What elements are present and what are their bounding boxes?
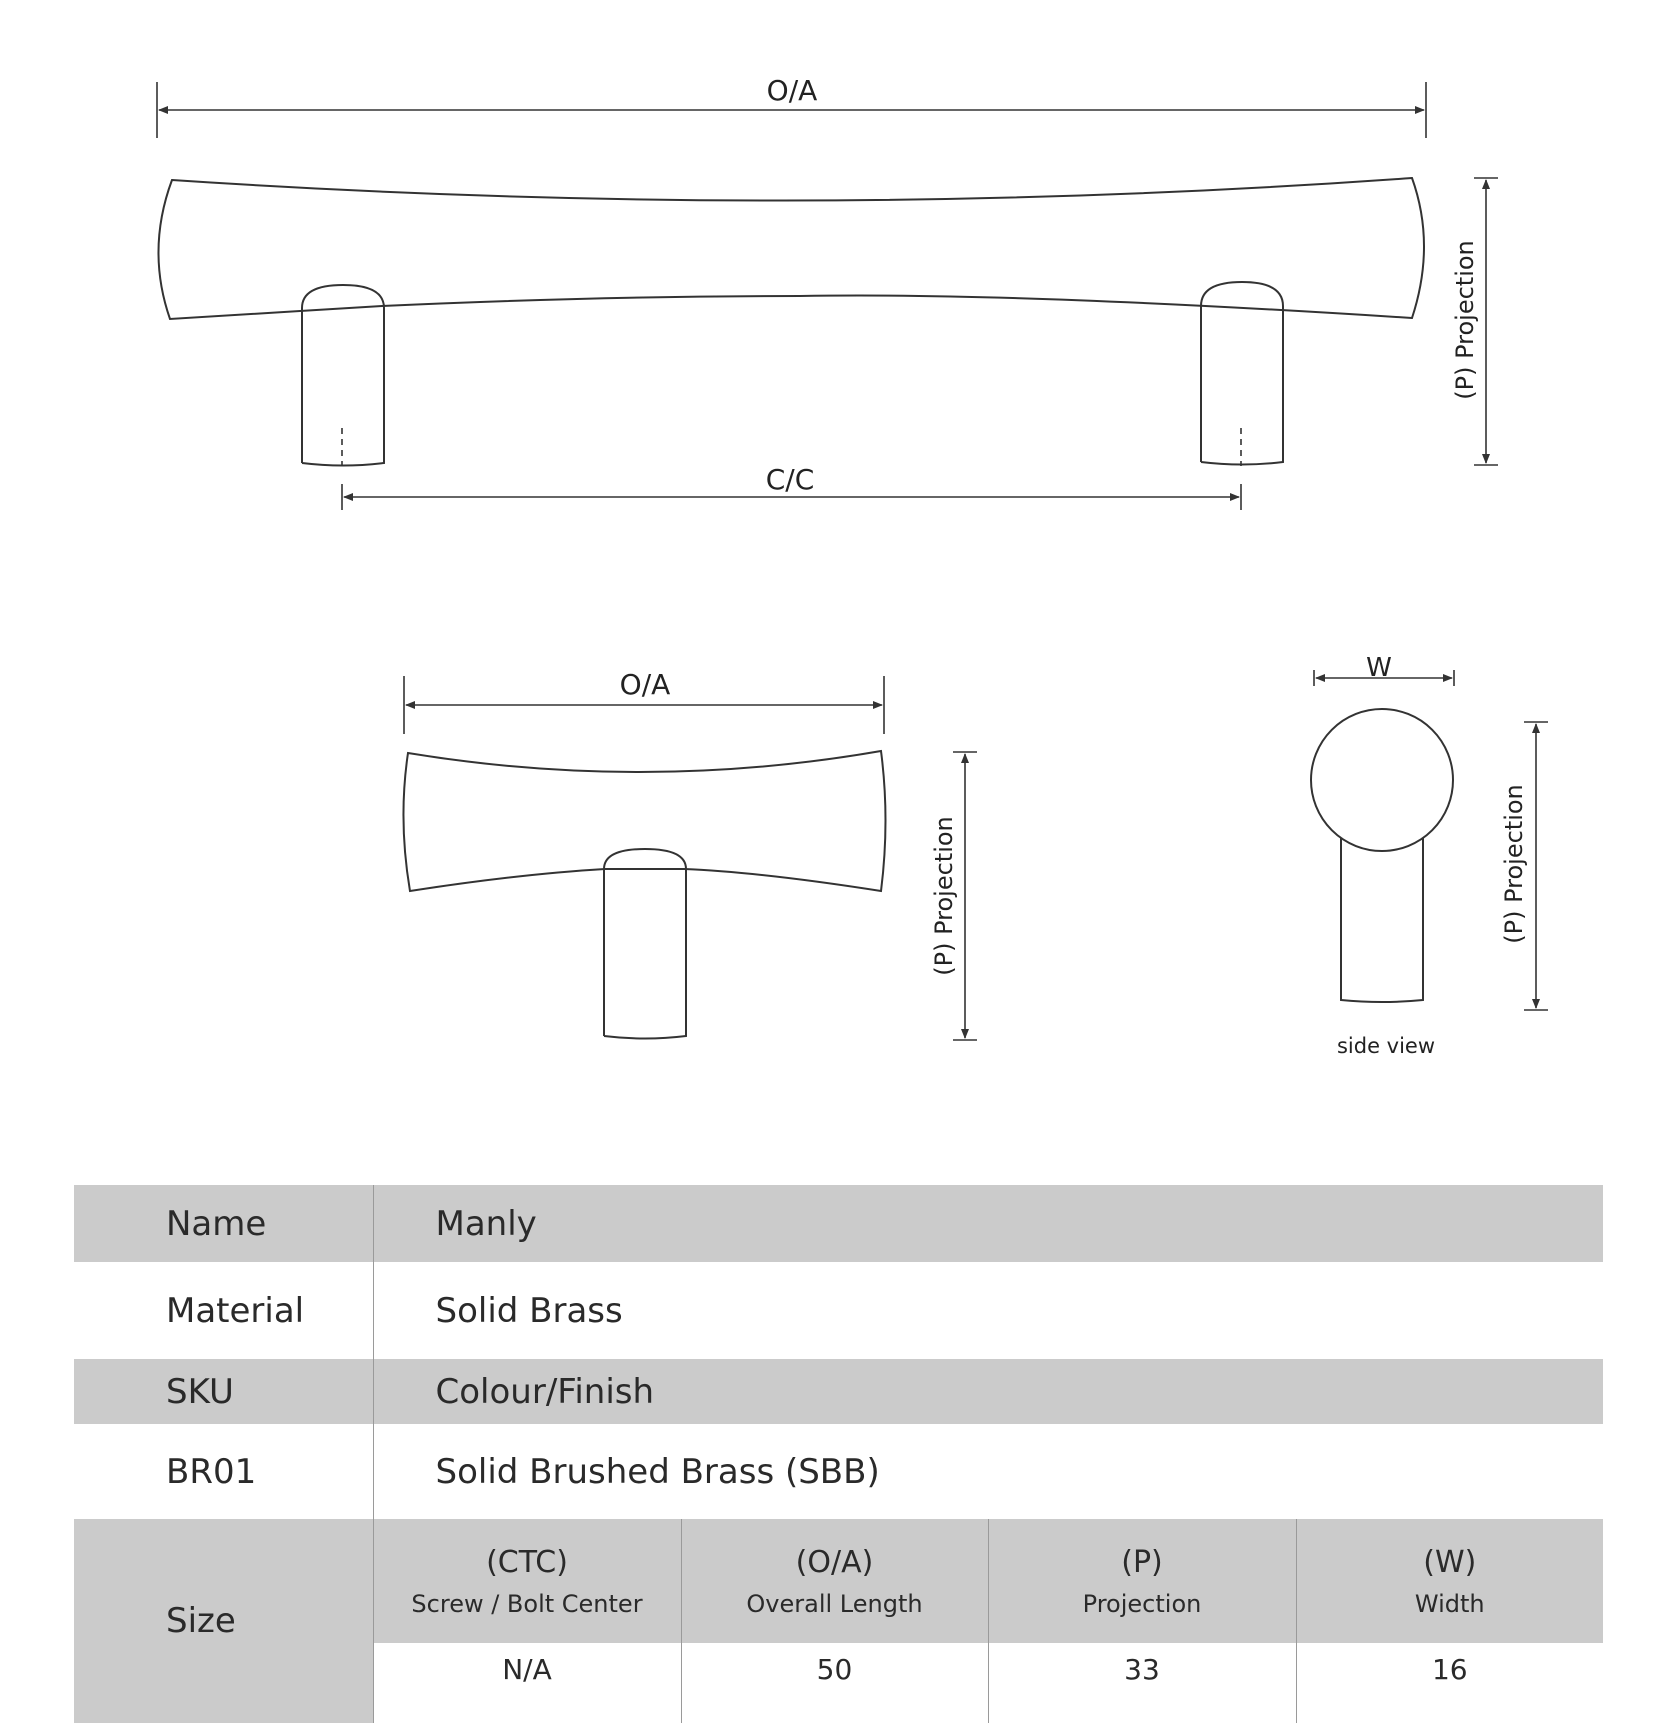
size-label: Size [74, 1519, 373, 1723]
size-value-w: 16 [1296, 1643, 1603, 1723]
knob-front-view [403, 668, 977, 1040]
spec-row-sku-header [74, 1359, 1603, 1424]
spec-row-material [74, 1262, 1603, 1359]
side-view-caption: side view [1336, 1034, 1436, 1058]
spec-row-name [74, 1185, 1603, 1262]
handle-post-left [302, 285, 384, 466]
knob-side-view [1311, 653, 1548, 1058]
size-value-oa: 50 [681, 1643, 988, 1723]
size-col-code: (P) [1121, 1544, 1163, 1580]
name-label: Name [74, 1185, 373, 1262]
knob-post [604, 849, 686, 1039]
size-col-code: (O/A) [795, 1544, 874, 1580]
knob-oa-label: O/A [619, 668, 671, 701]
material-label: Material [74, 1262, 373, 1359]
size-col-w [1296, 1519, 1603, 1643]
size-col-code: (W) [1423, 1544, 1477, 1580]
oa-label: O/A [766, 74, 818, 107]
handle-bar [158, 178, 1424, 319]
projection-label: (P) Projection [1451, 240, 1479, 400]
size-col-p [988, 1519, 1296, 1643]
spec-row-sku-value [74, 1424, 1603, 1519]
size-col-oa [681, 1519, 988, 1643]
size-col-desc: Overall Length [746, 1589, 923, 1618]
side-projection-label: (P) Projection [1500, 784, 1528, 944]
name-value: Manly [373, 1185, 1603, 1262]
size-col-ctc [373, 1519, 681, 1643]
pull-handle-front-view [157, 74, 1498, 510]
side-knob-head [1311, 709, 1453, 851]
spec-row-size-header [74, 1519, 1603, 1643]
knob-head [403, 751, 885, 891]
size-col-desc: Screw / Bolt Center [411, 1589, 643, 1618]
side-knob-post [1341, 838, 1423, 1002]
sku-label: SKU [74, 1359, 373, 1424]
width-label: W [1366, 653, 1392, 683]
size-col-desc: Width [1414, 1589, 1485, 1618]
sku-value: BR01 [74, 1424, 373, 1519]
spec-table [74, 1185, 1603, 1723]
size-value-ctc: N/A [373, 1643, 681, 1723]
cc-label: C/C [765, 463, 815, 496]
finish-label: Colour/Finish [373, 1359, 1603, 1424]
size-col-code: (CTC) [486, 1544, 568, 1580]
material-value: Solid Brass [373, 1262, 1603, 1359]
knob-projection-label: (P) Projection [930, 816, 958, 976]
finish-value: Solid Brushed Brass (SBB) [373, 1424, 1603, 1519]
size-value-p: 33 [988, 1643, 1296, 1723]
size-col-desc: Projection [1082, 1589, 1202, 1618]
